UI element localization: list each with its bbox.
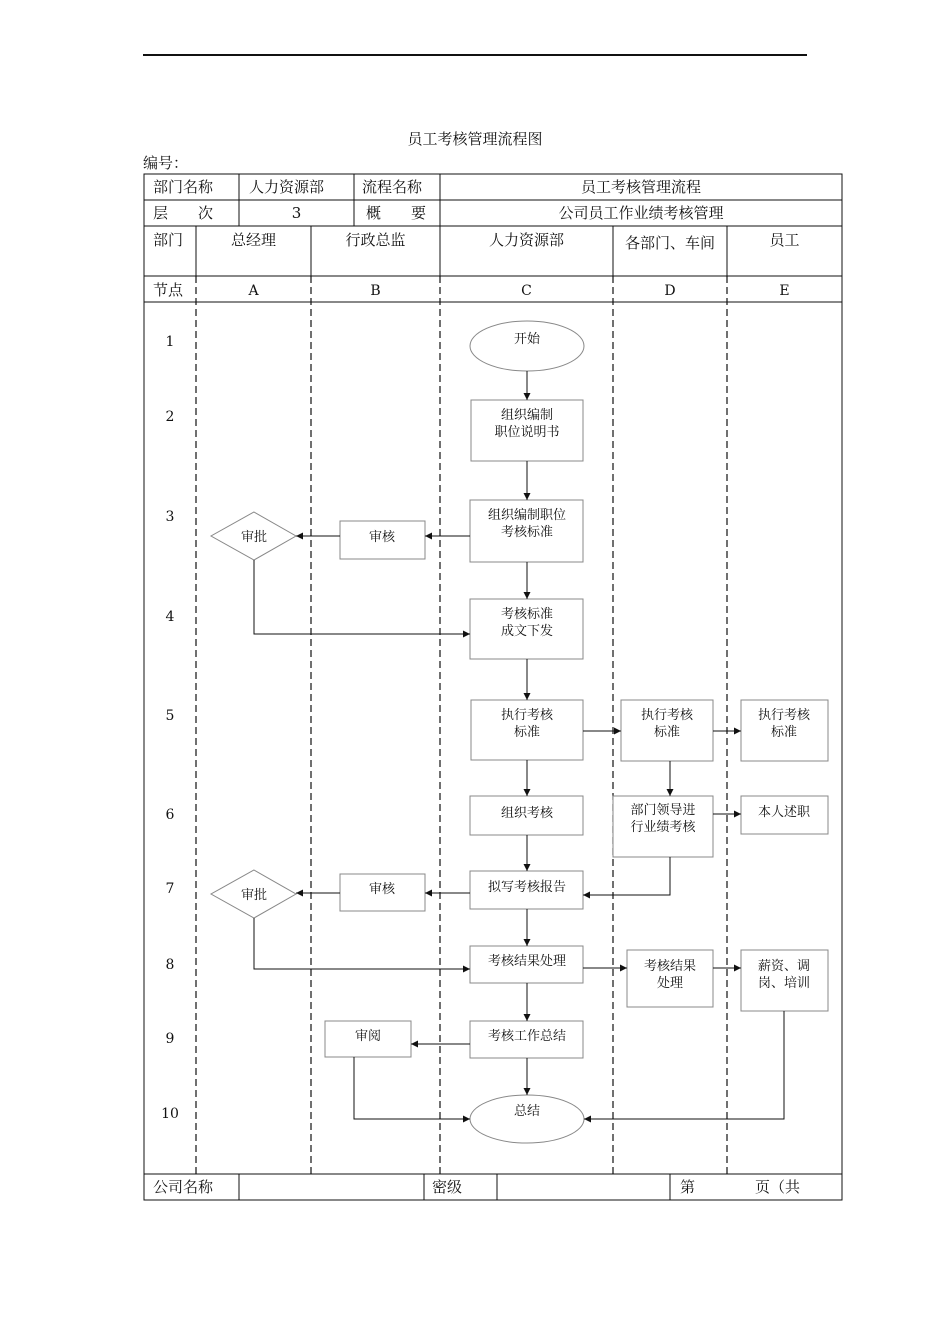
node-c6-label: 组织考核 bbox=[500, 806, 554, 821]
dept-value: 人力资源部 bbox=[249, 178, 325, 196]
node-d5-line1: 执行考核 bbox=[640, 708, 694, 723]
lane-code-a: A bbox=[248, 283, 259, 299]
node-b3-label: 审核 bbox=[368, 530, 396, 545]
node-d5-line2: 标准 bbox=[653, 725, 681, 740]
row-number: 5 bbox=[165, 708, 175, 724]
lane-code-c: C bbox=[521, 283, 532, 299]
arrow-a3-c4 bbox=[254, 560, 470, 634]
node-c4-line2: 成文下发 bbox=[500, 624, 554, 639]
lane-header-d: 各部门、车间 bbox=[624, 234, 715, 252]
lane-code-b: B bbox=[370, 283, 381, 299]
page-title: 员工考核管理流程图 bbox=[407, 130, 543, 148]
node-b9-label: 审阅 bbox=[354, 1029, 382, 1044]
number-label: 编号： bbox=[143, 154, 189, 172]
summary-value: 公司员工作业绩考核管理 bbox=[558, 204, 724, 222]
page-label: 第 页（共 bbox=[680, 1178, 801, 1196]
end-node bbox=[470, 1095, 584, 1143]
lane-header-e: 员工 bbox=[769, 231, 800, 249]
process-value: 员工考核管理流程 bbox=[580, 178, 701, 196]
level-label: 层 次 bbox=[153, 204, 214, 222]
row-number: 9 bbox=[165, 1031, 175, 1047]
row-number: 10 bbox=[161, 1106, 179, 1122]
row-number: 2 bbox=[165, 409, 175, 425]
arrow-a7-c8 bbox=[254, 918, 470, 969]
lane-header-c: 人力资源部 bbox=[488, 231, 564, 249]
arrow-b9-end bbox=[354, 1057, 470, 1119]
company-label: 公司名称 bbox=[153, 1178, 214, 1196]
node-d8-line1: 考核结果 bbox=[643, 959, 697, 974]
arrow-d6-c7 bbox=[583, 857, 670, 895]
node-c5-line1: 执行考核 bbox=[500, 708, 554, 723]
node-e8-line1: 薪资、调 bbox=[757, 959, 811, 974]
node-c5-line2: 标准 bbox=[513, 725, 541, 740]
dept-label: 部门名称 bbox=[153, 178, 214, 196]
node-code-label: 节点 bbox=[153, 281, 184, 299]
node-e5-line1: 执行考核 bbox=[757, 708, 811, 723]
node-c3-line2: 考核标准 bbox=[500, 525, 554, 540]
row-number: 4 bbox=[165, 609, 175, 625]
node-e8-line2: 岗、培训 bbox=[757, 976, 811, 991]
node-c8-label: 考核结果处理 bbox=[487, 954, 567, 969]
node-e5-line2: 标准 bbox=[770, 725, 798, 740]
row-number: 7 bbox=[165, 881, 175, 897]
lane-code-e: E bbox=[779, 283, 790, 299]
node-a3-label: 审批 bbox=[240, 530, 268, 545]
node-c2-line2: 职位说明书 bbox=[494, 425, 560, 440]
row-number: 8 bbox=[165, 957, 175, 973]
lane-corner-label: 部门 bbox=[153, 231, 184, 249]
lane-header-b: 行政总监 bbox=[345, 231, 406, 249]
lane-header-a: 总经理 bbox=[230, 231, 276, 249]
secret-label: 密级 bbox=[432, 1178, 463, 1196]
start-label: 开始 bbox=[513, 332, 541, 347]
node-d6-line1: 部门领导进 bbox=[630, 803, 696, 818]
lane-code-d: D bbox=[664, 283, 676, 299]
row-number: 1 bbox=[165, 334, 175, 350]
summary-label: 概 要 bbox=[366, 204, 427, 222]
node-d6-line2: 行业绩考核 bbox=[630, 820, 696, 835]
row-number: 6 bbox=[165, 807, 175, 823]
end-label: 总结 bbox=[513, 1104, 541, 1119]
node-c4-line1: 考核标准 bbox=[500, 607, 554, 622]
arrow-e8-end bbox=[584, 1011, 784, 1119]
level-value: 3 bbox=[291, 204, 302, 222]
node-b7-label: 审核 bbox=[368, 882, 396, 897]
node-c3-line1: 组织编制职位 bbox=[487, 508, 567, 523]
node-e6-label: 本人述职 bbox=[757, 805, 811, 820]
node-d8-line2: 处理 bbox=[656, 976, 684, 991]
node-c2-line1: 组织编制 bbox=[500, 408, 554, 423]
process-label: 流程名称 bbox=[362, 178, 423, 196]
node-c9-label: 考核工作总结 bbox=[487, 1029, 567, 1044]
node-c7-label: 拟写考核报告 bbox=[487, 880, 567, 895]
node-a7-label: 审批 bbox=[240, 888, 268, 903]
row-number: 3 bbox=[165, 509, 175, 525]
row-numbers bbox=[161, 334, 179, 1122]
